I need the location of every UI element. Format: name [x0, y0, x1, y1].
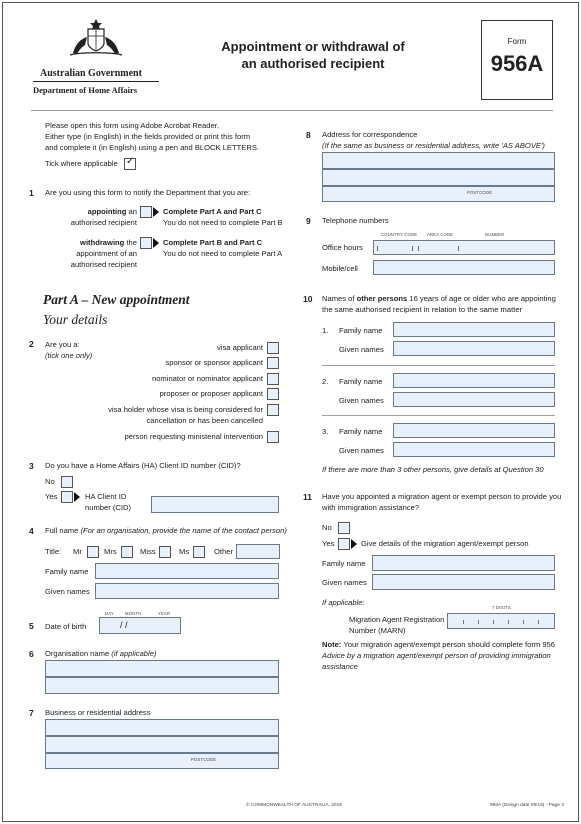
correspondence-note: (If the same as business or residential address, write 'AS ABOVE') — [322, 141, 545, 150]
ministerial-checkbox[interactable] — [267, 431, 279, 443]
department-name: Department of Home Affairs — [33, 85, 138, 95]
intro-line3: and complete it (in English) using a pen and BLOCK LETTERS. — [45, 143, 260, 152]
person-2-number: 2. — [322, 377, 329, 386]
nominator-checkbox[interactable] — [267, 373, 279, 385]
title-label: Title: — [45, 547, 62, 556]
digit-divider — [508, 620, 509, 624]
correspondence-label: Address for correspondence — [322, 130, 418, 139]
q11-no-checkbox[interactable] — [338, 522, 350, 534]
crest-logo — [68, 17, 124, 59]
question-4-number: 4 — [29, 526, 34, 536]
proposer-checkbox[interactable] — [267, 388, 279, 400]
family-name-input[interactable] — [95, 563, 279, 579]
tick-instruction: Tick where applicable — [45, 159, 118, 168]
appointing-label-2: authorised recipient — [70, 218, 137, 227]
question-10-number: 10 — [303, 294, 313, 304]
title-mrs-label: Mrs — [104, 547, 117, 556]
dob-separators: / / — [120, 620, 128, 630]
correspondence-input-1[interactable] — [322, 152, 555, 169]
title-mr-label: Mr — [73, 547, 82, 556]
intro-line2: Either type (in English) in the fields provided or print this form — [45, 132, 251, 141]
part-a-title: Part A – New appointment — [43, 292, 190, 307]
marn-label: Migration Agent Registration — [349, 615, 445, 624]
title-mrs-checkbox[interactable] — [121, 546, 133, 558]
person-3-number: 3. — [322, 427, 329, 436]
correspondence-input-2[interactable] — [322, 169, 555, 186]
question-7-number: 7 — [29, 708, 34, 718]
form-title-line2: an authorised recipient — [241, 56, 385, 71]
question-2-text: Are you a: — [45, 340, 80, 349]
office-hours-label: Office hours — [322, 243, 363, 252]
question-3-text: Do you have a Home Affairs (HA) Client ID number (CID)? — [45, 461, 241, 470]
option-visa-holder: visa holder whose visa is being considered for — [108, 405, 263, 414]
intro-line1: Please open this form using Adobe Acrobat Reader. — [45, 121, 219, 130]
person-1-number: 1. — [322, 326, 329, 335]
org-name: Australian Government — [40, 68, 142, 79]
form-page — [2, 2, 579, 822]
arrow-right-icon — [74, 492, 80, 502]
given-names-input[interactable] — [95, 583, 279, 599]
mobile-label: Mobile/cell — [322, 264, 358, 273]
question-5-number: 5 — [29, 621, 34, 631]
withdrawing-label: withdrawing the — [80, 238, 137, 247]
org-name-label: Organisation name (if applicable) — [45, 649, 157, 658]
agent-note-3: assistance — [322, 662, 358, 671]
person-divider — [322, 415, 555, 416]
option-visa-applicant: visa applicant — [216, 343, 263, 352]
title-mr-checkbox[interactable] — [87, 546, 99, 558]
person-1-family-input[interactable] — [393, 322, 555, 337]
digit-divider — [523, 620, 524, 624]
visa-applicant-checkbox[interactable] — [267, 342, 279, 354]
visa-holder-checkbox[interactable] — [267, 404, 279, 416]
digit-divider — [463, 620, 464, 624]
part-a-subtitle: Your details — [43, 312, 108, 327]
q11-yes-label: Yes — [322, 539, 335, 548]
marn-input[interactable] — [447, 613, 555, 629]
q11-yes-note: Give details of the migration agent/exempt person — [361, 539, 529, 548]
option-visa-holder-2: cancellation or has been cancelled — [146, 416, 263, 425]
question-2-note: (tick one only) — [45, 351, 93, 360]
digit-divider — [493, 620, 494, 624]
agent-note-2: Advice by a migration agent/exempt person of providing immigration — [322, 651, 551, 660]
header-divider — [31, 110, 553, 111]
tel-divider — [458, 246, 459, 251]
cid-label-2: number (CID) — [85, 503, 131, 512]
question-4-text: Full name (For an organisation, provide the name of the contact person) — [45, 526, 287, 535]
option-proposer: proposer or proposer applicant — [159, 389, 263, 398]
question-11-text: Have you appointed a migration agent or exempt person to provide you — [322, 492, 562, 501]
person-2-given-input[interactable] — [393, 392, 555, 407]
postcode-label: POSTCODE — [467, 190, 493, 195]
arrow-right-icon — [153, 207, 159, 217]
option-nominator: nominator or nominator applicant — [151, 374, 263, 383]
more-persons-note: If there are more than 3 other persons, give details at Question 30 — [322, 465, 544, 474]
question-8-number: 8 — [306, 130, 311, 140]
withdrawing-label-3: authorised recipient — [70, 260, 137, 269]
appointing-checkbox[interactable] — [140, 206, 152, 218]
question-11-number: 11 — [303, 492, 312, 502]
q3-yes-label: Yes — [45, 492, 58, 501]
tel-divider — [377, 246, 378, 251]
dob-input[interactable] — [99, 617, 181, 634]
q3-no-checkbox[interactable] — [61, 476, 73, 488]
q11-no-label: No — [322, 523, 332, 532]
dob-year-label: YEAR — [158, 611, 171, 616]
area-code-label: AREA CODE — [427, 232, 454, 237]
dob-day-label: DAY — [105, 611, 114, 616]
tel-divider — [418, 246, 419, 251]
question-1-number: 1 — [29, 188, 34, 198]
correspondence-input-3[interactable] — [322, 186, 555, 202]
question-10-text: Names of other persons 16 years of age or older who are appointing — [322, 294, 556, 303]
org-name-input-2[interactable] — [45, 677, 279, 694]
agent-family-label: Family name — [322, 559, 366, 568]
dob-month-label: MONTH — [125, 611, 142, 616]
form-number: 956A — [490, 51, 544, 76]
agent-given-input[interactable] — [372, 574, 555, 590]
org-divider — [33, 81, 159, 82]
family-name-label: Family name — [45, 567, 89, 576]
question-10-text-2: the same authorised recipient in relation to the same matter — [322, 305, 523, 314]
person-3-family-label: Family name — [339, 427, 383, 436]
dob-label: Date of birth — [45, 622, 87, 631]
question-2-number: 2 — [29, 339, 34, 349]
question-6-number: 6 — [29, 649, 34, 659]
copyright: © COMMONWEALTH OF AUSTRALIA, 2019 — [246, 803, 342, 808]
cid-label: HA Client ID — [85, 492, 127, 501]
title-ms-label: Ms — [179, 547, 190, 556]
address-label: Business or residential address — [45, 708, 151, 717]
tick-example-box — [124, 158, 136, 170]
check-mark-icon: ✓ — [126, 156, 135, 167]
sponsor-checkbox[interactable] — [267, 357, 279, 369]
digit-divider — [538, 620, 539, 624]
seven-digits-label: 7 DIGITS — [492, 605, 512, 610]
person-3-family-input[interactable] — [393, 423, 555, 438]
form-title-line1: Appointment or withdrawal of — [221, 39, 405, 54]
person-3-given-input[interactable] — [393, 442, 555, 457]
person-divider — [322, 365, 555, 366]
marn-label-2: Number (MARN) — [349, 626, 406, 635]
question-9-number: 9 — [306, 216, 311, 226]
form-label: Form — [507, 37, 527, 46]
option-sponsor: sponsor or sponsor applicant — [165, 358, 263, 367]
agent-given-label: Given names — [322, 578, 367, 587]
office-hours-input[interactable] — [373, 240, 555, 255]
digit-divider — [478, 620, 479, 624]
mobile-input[interactable] — [373, 260, 555, 275]
withdrawing-checkbox[interactable] — [140, 237, 152, 249]
telephone-label: Telephone numbers — [322, 216, 389, 225]
withdrawing-label-2: appointment of an — [76, 249, 137, 258]
appointing-note: You do not need to complete Part B — [163, 218, 283, 227]
title-other-label: Other — [214, 547, 233, 556]
org-name-input-1[interactable] — [45, 660, 279, 677]
arrow-right-icon — [153, 238, 159, 248]
person-2-family-label: Family name — [339, 377, 383, 386]
title-miss-label: Miss — [140, 547, 156, 556]
withdrawing-note: You do not need to complete Part A — [163, 249, 283, 258]
form-number-box — [481, 20, 553, 100]
agent-family-input[interactable] — [372, 555, 555, 571]
postcode-label: POSTCODE — [191, 757, 217, 762]
address-input-1[interactable] — [45, 719, 279, 736]
given-names-label: Given names — [45, 587, 90, 596]
q11-yes-checkbox[interactable] — [338, 538, 350, 550]
arrow-right-icon — [351, 539, 357, 549]
person-2-given-label: Given names — [339, 396, 384, 405]
address-input-2[interactable] — [45, 736, 279, 753]
person-2-family-input[interactable] — [393, 373, 555, 388]
appointing-action: Complete Part A and Part C — [163, 207, 262, 216]
appointing-label: appointing an — [87, 207, 137, 216]
question-3-number: 3 — [29, 461, 34, 471]
person-1-given-input[interactable] — [393, 341, 555, 356]
withdrawing-action: Complete Part B and Part C — [163, 238, 263, 247]
option-ministerial: person requesting ministerial intervention — [124, 432, 263, 441]
title-ms-checkbox[interactable] — [193, 546, 205, 558]
title-miss-checkbox[interactable] — [159, 546, 171, 558]
if-applicable-label: If applicable: — [322, 598, 365, 607]
person-1-family-label: Family name — [339, 326, 383, 335]
country-code-label: COUNTRY CODE — [381, 232, 418, 237]
address-input-3[interactable] — [45, 753, 279, 769]
cid-input[interactable] — [151, 496, 279, 513]
question-1-text: Are you using this form to notify the Department that you are: — [45, 188, 251, 197]
page-info: 956A (Design date 09/19) - Page 3 — [490, 803, 564, 808]
q3-yes-checkbox[interactable] — [61, 491, 73, 503]
number-label: NUMBER — [485, 232, 505, 237]
person-3-given-label: Given names — [339, 446, 384, 455]
q3-no-label: No — [45, 477, 55, 486]
agent-note: Note: Your migration agent/exempt person should complete form 956 — [322, 640, 556, 649]
question-11-text-2: with immigration assistance? — [322, 503, 420, 512]
title-other-input[interactable] — [236, 544, 280, 559]
tel-divider — [412, 246, 413, 251]
person-1-given-label: Given names — [339, 345, 384, 354]
